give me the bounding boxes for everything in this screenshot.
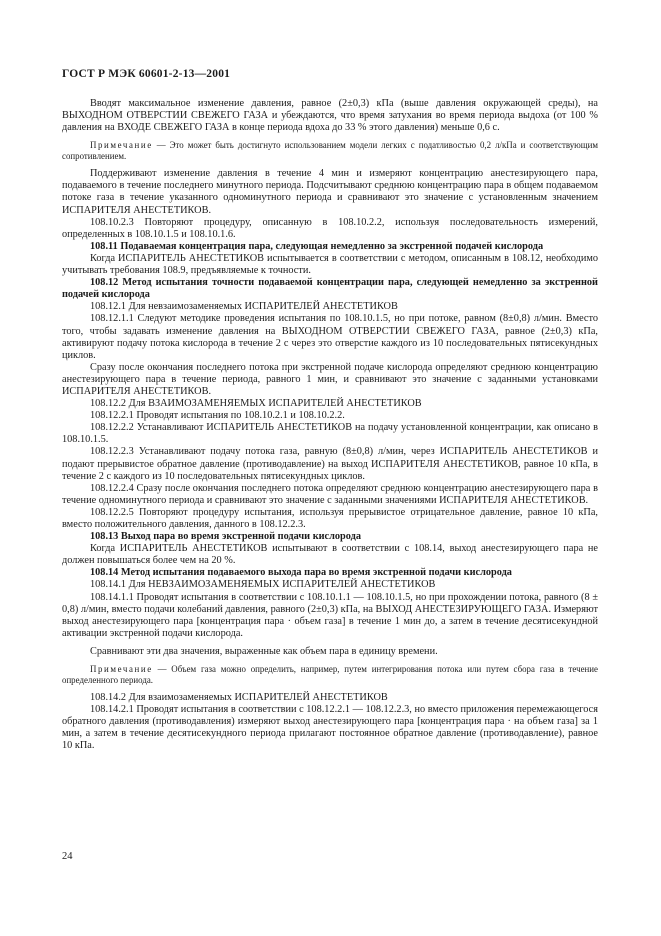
note-label: Примечание <box>90 140 153 151</box>
paragraph: Сразу после окончания последнего потока при экстренной подаче кислорода определяют среднюю концентрацию анестезирующего пара в течение периода, равного 1 мин, и сравнивают это значение с заданными установками ИСПАРИТЕЛЯ АНЕСТЕТИКОВ. <box>62 361 598 397</box>
paragraph: 108.14.2 Для взаимозаменяемых ИСПАРИТЕЛЕЙ АНЕСТЕТИКОВ <box>90 692 388 704</box>
section-heading: 108.14 Метод испытания подаваемого выхода пара во время экстренной подачи кислорода <box>90 567 512 579</box>
paragraph: Поддерживают изменение давления в течение 4 мин и измеряют концентрацию анестезирующего пара, подаваемого в течение последнего минутного периода. Подсчитывают среднюю концентрацию пара в общем подаваемом потоке газа в течение указанного одноминутного периода и сравнивают это значение с установленным значением ИСПАРИТЕЛЯ АНЕСТЕТИКОВ. <box>62 168 598 216</box>
note-label: Примечание <box>90 664 153 675</box>
paragraph: 108.10.2.3 Повторяют процедуру, описанную в 108.10.2.2, используя последовательность измерений, определенных в 108.10.1.5 и 108.10.1.6. <box>62 216 598 240</box>
document-header: ГОСТ Р МЭК 60601-2-13—2001 <box>62 68 231 80</box>
paragraph: 108.12.1.1 Следуют методике проведения испытания по 108.10.1.5, но при потоке, равном (8±0,8) л/мин. Вместо того, чтобы задавать изменение давления на ВЫХОДНОМ ОТВЕРСТИИ СВЕЖЕГО ГАЗА, равное (2±0,3) кПа, активируют подачу потока кислорода в течение 2 с через это отверстие каждого из 10 последовательных пятисекундных циклов. <box>62 313 598 361</box>
section-heading: 108.12 Метод испытания точности подаваемой концентрации пара, следующей немедленно за экстренной подачей кислорода <box>62 277 598 301</box>
paragraph: 108.12.1 Для невзаимозаменяемых ИСПАРИТЕЛЕЙ АНЕСТЕТИКОВ <box>90 301 398 313</box>
note-text: — Объем газа можно определить, например, путем интегрирования потока или путем сбора газа в течение определенного периода. <box>62 664 598 686</box>
paragraph: Вводят максимальное изменение давления, равное (2±0,3) кПа (выше давления окружающей среды), на ВЫХОДНОМ ОТВЕРСТИИ СВЕЖЕГО ГАЗА и убеждаются, что время затухания во время периода выдоха (от 100 % давления на ВХОДЕ СВЕЖЕГО ГАЗА в конце периода вдоха до 33 % этого давления) меньше 0,6 с. <box>62 98 598 134</box>
paragraph: 108.12.2.2 Устанавливают ИСПАРИТЕЛЬ АНЕСТЕТИКОВ на подачу установленной концентрации, как описано в 108.10.1.5. <box>62 422 598 446</box>
paragraph: 108.12.2.4 Сразу после окончания последнего потока определяют среднюю концентрацию анестезирующего пара в течение одноминутного периода и сравнивают это значение с заданными значениями ИСПАРИТЕЛЯ АНЕСТЕТИКОВ. <box>62 482 598 506</box>
paragraph: 108.14.1 Для НЕВЗАИМОЗАМЕНЯЕМЫХ ИСПАРИТЕЛЕЙ АНЕСТЕТИКОВ <box>90 579 436 591</box>
note <box>62 140 598 162</box>
paragraph: 108.14.2.1 Проводят испытания в соответствии с 108.12.2.1 — 108.12.2.3, но вместо приложения перемежающегося обратного давления (противодавления) измеряют выход анестезирующего пара [концентрация пара · на объем газа] за 1 мин, а затем в течение десятисекундного периода прилагают постоянное обратное давление (противодавление), равное 10 кПа. <box>62 704 598 752</box>
section-heading: 108.13 Выход пара во время экстренной подачи кислорода <box>90 531 361 543</box>
document-body <box>62 98 598 753</box>
paragraph: Сравнивают эти два значения, выраженные как объем пара в единицу времени. <box>90 645 438 657</box>
paragraph: Когда ИСПАРИТЕЛЬ АНЕСТЕТИКОВ испытывают в соответствии с 108.14, выход анестезирующего пара не должен повышаться более чем на 20 %. <box>62 543 598 567</box>
page-number: 24 <box>62 851 73 862</box>
section-heading: 108.11 Подаваемая концентрация пара, следующая немедленно за экстренной подачей кислорода <box>90 240 544 252</box>
paragraph: 108.12.2 Для ВЗАИМОЗАМЕНЯЕМЫХ ИСПАРИТЕЛЕЙ АНЕСТЕТИКОВ <box>90 398 422 410</box>
paragraph: 108.12.2.1 Проводят испытания по 108.10.2.1 и 108.10.2.2. <box>90 410 345 422</box>
note <box>62 664 598 686</box>
paragraph: Когда ИСПАРИТЕЛЬ АНЕСТЕТИКОВ испытывается в соответствии с методом, описанным в 108.12, необходимо учитывать требования 108.9, предъявляемые к точности. <box>62 252 598 277</box>
paragraph: 108.14.1.1 Проводят испытания в соответствии с 108.10.1.1 — 108.10.1.5, но при прохождении потока, равного (8 ± 0,8) л/мин, вместо подачи колебаний давления, равного (2±0,3) кПа, на ВЫХОД АНЕСТЕЗИРУЮЩЕГО ГАЗА. Измеряют выход анестезирующего пара [концентрация пара · объем газа] в течение 1 мин до, а затем в течение десятисекундной активации экстренной подачи кислорода. <box>62 591 598 639</box>
note-text: — Это может быть достигнуто использованием модели легких с податливостью 0,2 л/кПа и соответствующим сопротивлением. <box>62 140 599 162</box>
paragraph: 108.12.2.3 Устанавливают подачу потока газа, равную (8±0,8) л/мин, через ИСПАРИТЕЛЬ АНЕСТЕТИКОВ и подают прерывистое обратное давление (противодавление) на выход ИСПАРИТЕЛЯ АНЕСТЕТИКОВ, равное 10 кПа, в течение 2 с каждого из 10 последовательных пятисекундных циклов. <box>62 446 598 482</box>
paragraph: 108.12.2.5 Повторяют процедуру испытания, используя прерывистое отрицательное давление, равное 10 кПа, вместо положительного давления, данного в 108.12.2.3. <box>62 506 598 530</box>
